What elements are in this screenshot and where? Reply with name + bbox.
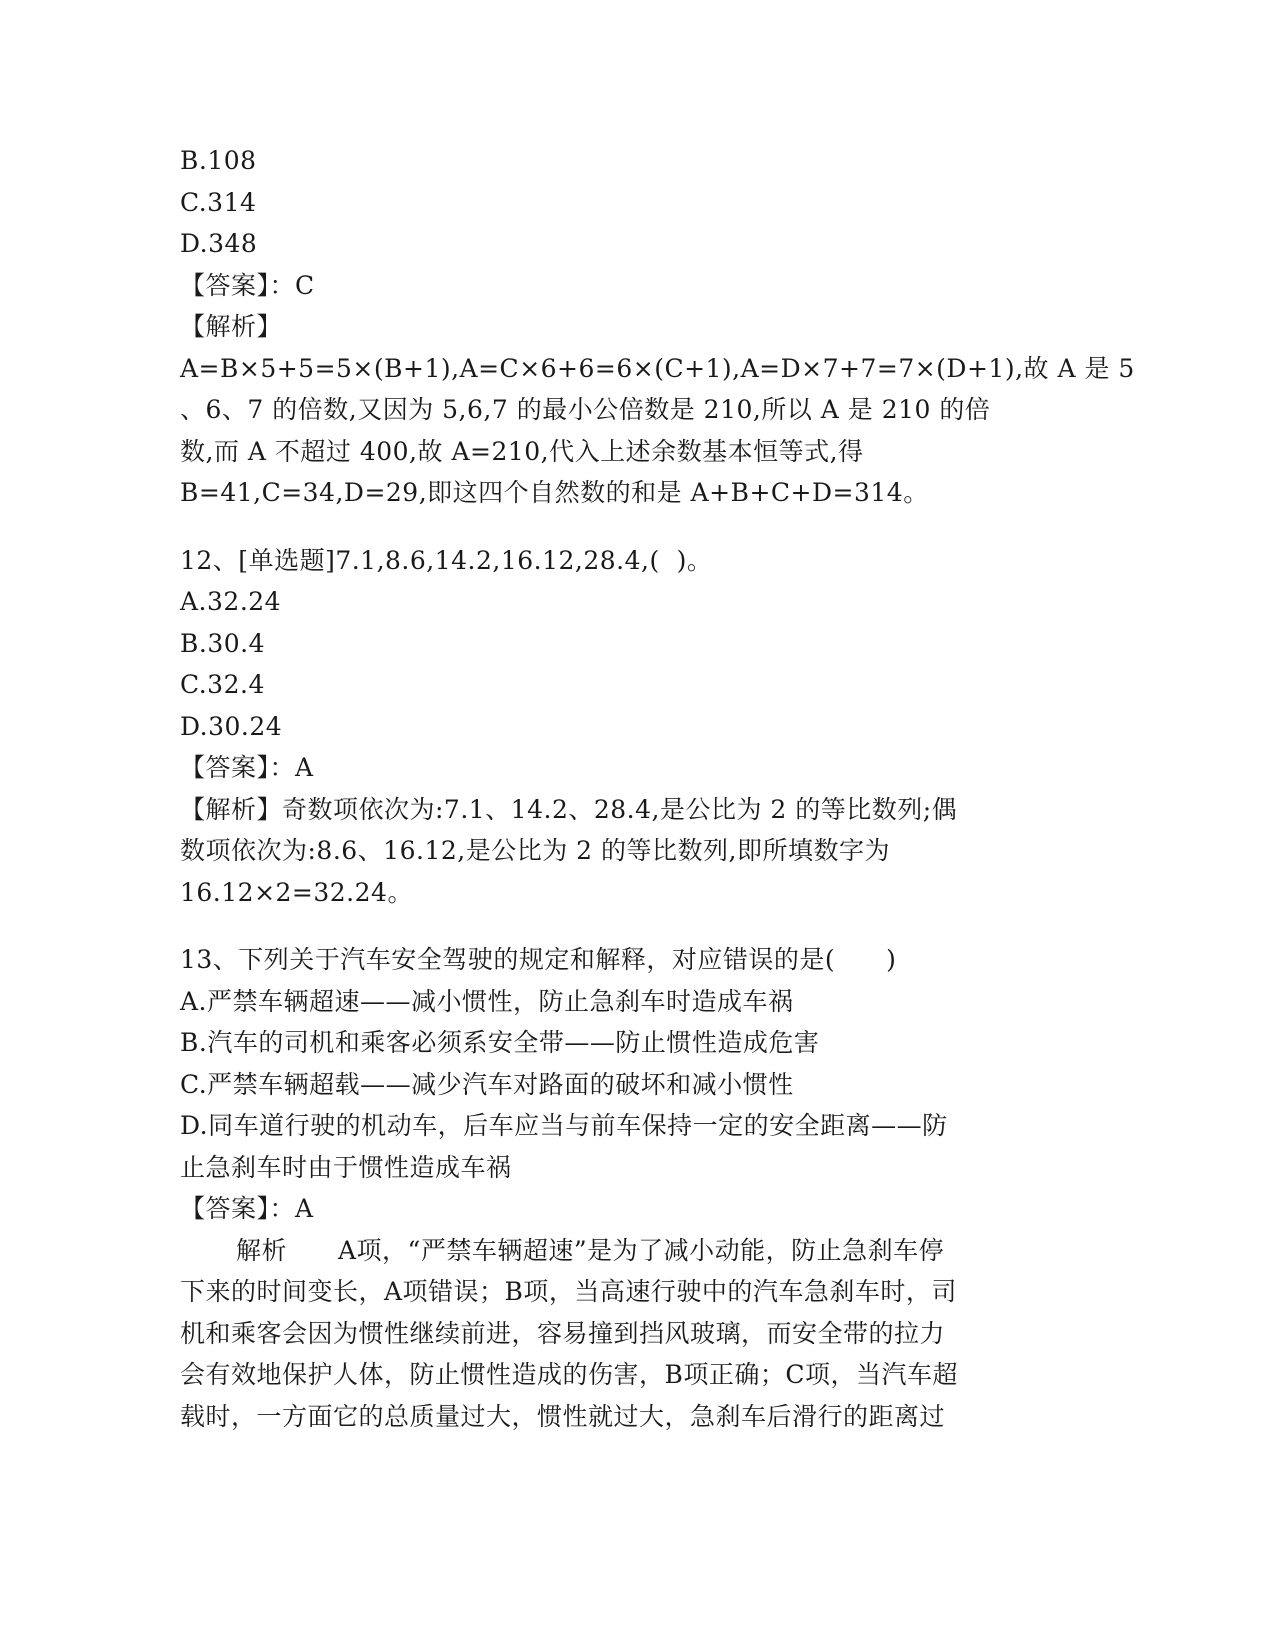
- answer: 【答案】：C: [180, 270, 315, 300]
- analysis-line: 数,而 A 不超过 400,故 A=210,代入上述余数基本恒等式,得: [180, 436, 864, 466]
- analysis-line: B=41,C=34,D=29,即这四个自然数的和是 A+B+C+D=314。: [180, 478, 929, 507]
- analysis-line: 16.12×2=32.24。: [180, 877, 413, 907]
- analysis-line: A=B×5+5=5×(B+1),A=C×6+6=6×(C+1),A=D×7+7=7×(D+1),故 A 是 5: [180, 353, 1135, 383]
- option-b: B.汽车的司机和乘客必须系安全带——防止惯性造成危害: [180, 1028, 820, 1057]
- question-12: [180, 540, 1080, 914]
- analysis-line: 数项依次为:8.6、16.12,是公比为 2 的等比数列,即所填数字为: [180, 836, 890, 865]
- analysis-line: 载时，一方面它的总质量过大，惯性就过大，急刹车后滑行的距离过: [180, 1401, 946, 1431]
- analysis-line: 、6、7 的倍数,又因为 5,6,7 的最小公倍数是 210,所以 A 是 210 的倍: [180, 395, 991, 424]
- option-a: A.严禁车辆超速——减小惯性，防止急刹车时造成车祸: [180, 986, 794, 1016]
- question-text: 12、[单选题]7.1,8.6,14.2,16.12,28.4,( )。: [180, 545, 713, 575]
- question-13: [180, 939, 1080, 1437]
- analysis-line: 会有效地保护人体，防止惯性造成的伤害，B项正确；C项，当汽车超: [180, 1360, 959, 1389]
- option-b: B.30.4: [180, 628, 265, 658]
- q11-tail: [180, 140, 1135, 514]
- analysis-line: 机和乘客会因为惯性继续前进，容易撞到挡风玻璃，而安全带的拉力: [180, 1318, 946, 1348]
- option-d: D.30.24: [180, 711, 283, 741]
- answer: 【答案】：A: [180, 1194, 314, 1223]
- option-c: C.严禁车辆超载——减少汽车对路面的破坏和减小惯性: [180, 1069, 794, 1099]
- document-page: [180, 140, 1135, 1437]
- analysis-label: 【解析】: [180, 312, 283, 341]
- analysis-first-line: 解析 A项，“严禁车辆超速”是为了减小动能，防止急刹车停: [236, 1235, 945, 1265]
- question-text: 13、下列关于汽车安全驾驶的规定和解释，对应错误的是( ): [180, 945, 897, 974]
- option-c: C.314: [180, 187, 257, 217]
- option-d: D.同车道行驶的机动车，后车应当与前车保持一定的安全距离——防: [180, 1111, 948, 1140]
- answer: 【答案】：A: [180, 753, 314, 782]
- analysis-line: 下来的时间变长，A项错误；B项，当高速行驶中的汽车急刹车时，司: [180, 1277, 957, 1306]
- option-a: A.32.24: [180, 587, 282, 616]
- option-b: B.108: [180, 146, 257, 175]
- option-d-continued: 止急刹车时由于惯性造成车祸: [180, 1152, 512, 1182]
- option-c: C.32.4: [180, 670, 265, 699]
- analysis-line: 【解析】奇数项依次为:7.1、14.2、28.4,是公比为 2 的等比数列;偶: [180, 794, 958, 824]
- option-d: D.348: [180, 229, 258, 258]
